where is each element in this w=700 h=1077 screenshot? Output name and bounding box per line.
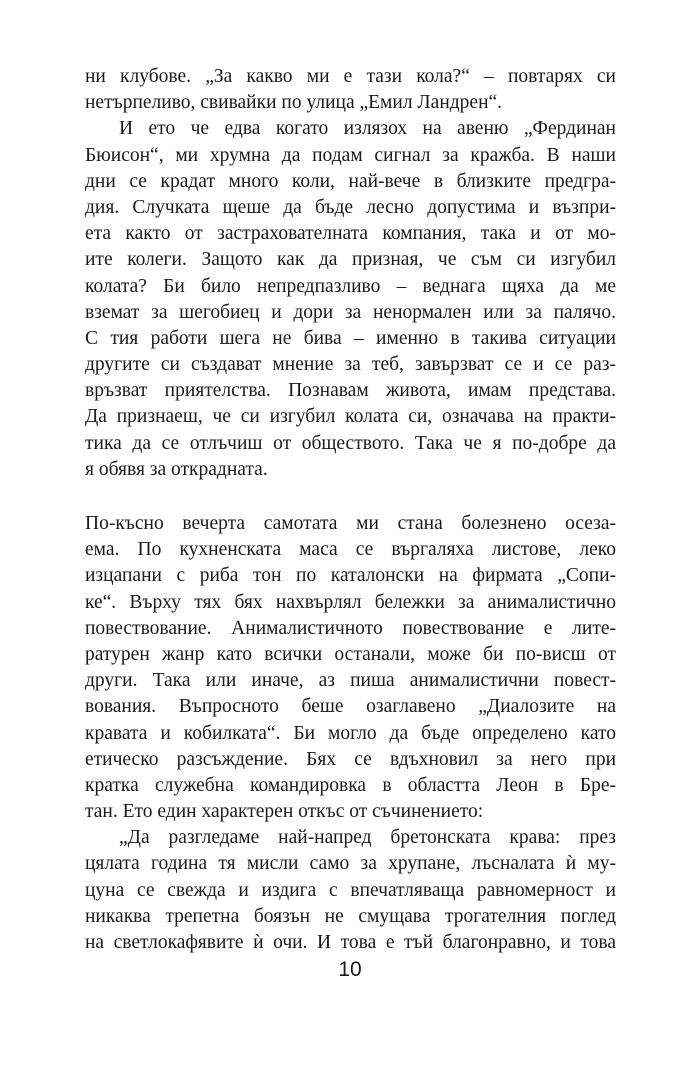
text-line: ите колеги. Защото как да призная, че съм си изгубил [85,249,616,271]
paragraph [85,511,616,825]
text-line: колата? Би било непредпазливо – веднага щяха да ме [85,275,616,297]
text-line: кратка служебна командировка в областта Леон в Бре- [85,774,616,796]
text-line: етическо разсъждение. Бях се вдъхновил за него при [85,748,616,770]
text-line: вземат за шегобиец и дори за ненормален или за палячо. [85,301,616,323]
text-line: други. Така или иначе, аз пиша анималистични повест- [85,670,616,692]
text-line: С тия работи шега не бива – именно в такива ситуации [85,327,616,349]
text-line: кравата и кобилката“. Би могло да бъде определено като [85,722,616,744]
text-line: нетърпеливо, свивайки по улица „Емил Ландрен“. [85,92,503,114]
text-line: „Да разгледаме най-напред бретонската крава: през [119,827,616,849]
text-line: тан. Ето един характерен откъс от съчинението: [85,801,484,823]
text-line: връзват приятелства. Познавам живота, имам представа. [85,380,616,402]
text-section-2 [85,511,616,956]
text-line: тика да се отлъчиш от обществото. Така че я по-добре да [85,432,616,454]
text-line: Да признаеш, че си изгубил колата си, означава на практи- [85,406,616,428]
text-line: изцапани с риба тон по каталонски на фирмата „Сопи- [85,565,616,587]
text-line: другите си създават мнение за теб, завързват се и се раз- [85,354,616,376]
paragraph [85,64,616,116]
text-line: на светлокафявите ѝ очи. И това е тъй благонравно, и това [85,932,616,953]
text-line: вования. Въпросното беше озаглавено „Диалозите на [85,696,616,718]
text-line: ема. По кухненската маса се въргаляха листове, леко [85,539,616,561]
text-line: я обявя за открадната. [85,458,268,480]
text-line: ратурен жанр като всички останали, може би по-висш от [85,643,616,665]
text-line: цялата година тя мисли само за хрупане, лъсналата ѝ му- [85,853,616,875]
paragraph [85,116,616,483]
paragraph [85,825,616,956]
text-line: повествование. Анималистичното повествование е лите- [85,617,616,639]
text-line: ета както от застрахователната компания, така и от мо- [85,223,616,245]
text-line: ни клубове. „За какво ми е тази кола?“ – повтарях си [85,66,616,87]
text-line: Бюисон“, ми хрумна да подам сигнал за кражба. В наши [85,144,616,166]
text-line: дни се крадат много коли, най-вече в близките предгра- [85,170,616,192]
text-line: По-късно вечерта самотата ми стана болезнено осеза- [85,513,616,534]
page-number: 10 [338,958,362,981]
text-line: ке“. Върху тях бях нахвърлял бележки за анималистично [85,591,616,613]
text-line: И ето че едва когато излязох на авеню „Фердинан [119,118,616,140]
text-line: никаква трепетна боязън не смущава трогателния поглед [85,905,616,927]
text-section-1 [85,64,616,483]
text-line: дия. Случката щеше да бъде лесно допустима и възпри- [85,196,616,218]
text-line: цуна се свежда и издига с впечатляваща равномерност и [85,879,616,901]
